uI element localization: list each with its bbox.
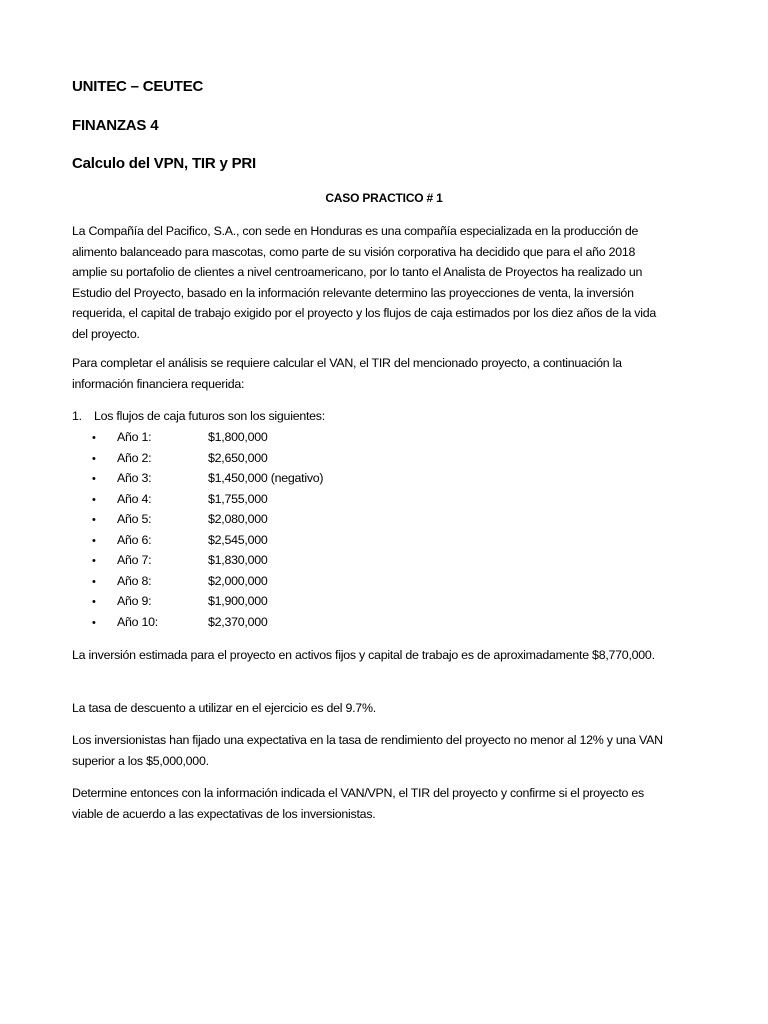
cash-flow-list: [92, 427, 323, 632]
list-number: 1.: [72, 409, 82, 423]
topic-title: Calculo del VPN, TIR y PRI: [72, 155, 257, 172]
year-label: Año 8:: [117, 573, 152, 588]
bullet-icon: •: [92, 473, 96, 485]
list-item: [92, 612, 323, 633]
bullet-icon: •: [92, 514, 96, 526]
year-label: Año 4:: [117, 491, 152, 506]
list-item: [92, 550, 323, 571]
paragraph-company-description: La Compañía del Pacifico, S.A., con sede en Honduras es una compañía especializada en la producción de alimento balanceado para mascotas, como parte de su visión corporativa ha decidido que para el año 2018 amplie su portafolio de clientes a nivel centroamericano, por lo tanto el Analista de Proyectos ha realizado un Estudio del Proyecto, basado en la información relevante determino las proyecciones de venta, la inversión requerida, el capital de trabajo exigido por el proyecto y los flujos de caja estimados por los diez años de la vida del proyecto.: [72, 224, 657, 341]
list-item: [92, 591, 323, 612]
cash-flow-value: $2,370,000: [208, 614, 268, 629]
paragraph-investment: La inversión estimada para el proyecto en activos fijos y capital de trabajo es de aproximadamente $8,770,000.: [72, 648, 655, 662]
cash-flow-value: $2,080,000: [208, 512, 268, 526]
cash-flow-value: $2,650,000: [208, 450, 268, 465]
list-intro-text: Los flujos de caja futuros son los siguientes:: [94, 409, 325, 423]
paragraph-discount-rate: La tasa de descuento a utilizar en el ejercicio es del 9.7%.: [72, 701, 376, 715]
institution-title: UNITEC – CEUTEC: [72, 78, 204, 95]
case-title: CASO PRACTICO # 1: [325, 191, 443, 205]
paragraph-investor-expectations: Los inversionistas han fijado una expectativa en la tasa de rendimiento del proyecto no menor al 12% y una VAN superior a los $5,000,000.: [72, 733, 663, 768]
list-item: [92, 530, 323, 551]
cash-flow-value: $1,800,000: [208, 430, 268, 444]
cash-flow-value: $2,000,000: [208, 573, 268, 588]
list-item: [92, 427, 323, 448]
paragraph-analysis-requirement: Para completar el análisis se requiere calcular el VAN, el TIR del mencionado proyecto, a continuación la información financiera requerida:: [72, 356, 622, 391]
list-item: [92, 448, 323, 469]
bullet-icon: •: [92, 616, 96, 629]
year-label: Año 9:: [117, 594, 152, 608]
cash-flow-list-intro: [72, 406, 325, 426]
year-label: Año 3:: [117, 471, 152, 485]
cash-flow-value: $2,545,000: [208, 532, 268, 547]
bullet-icon: •: [92, 432, 96, 444]
year-label: Año 2:: [117, 450, 152, 465]
list-item: [92, 509, 323, 530]
year-label: Año 10:: [117, 614, 158, 629]
list-item: [92, 571, 323, 592]
bullet-icon: •: [92, 575, 96, 588]
bullet-icon: •: [92, 452, 96, 465]
year-label: Año 7:: [117, 553, 152, 567]
cash-flow-value: $1,755,000: [208, 491, 268, 506]
bullet-icon: •: [92, 493, 96, 506]
cash-flow-value: $1,450,000 (negativo): [208, 471, 324, 485]
list-item: [92, 468, 323, 489]
bullet-icon: •: [92, 596, 96, 608]
year-label: Año 6:: [117, 532, 152, 547]
cash-flow-value: $1,900,000: [208, 594, 268, 608]
year-label: Año 1:: [117, 430, 152, 444]
paragraph-instructions: Determine entonces con la información indicada el VAN/VPN, el TIR del proyecto y confirme si el proyecto es viable de acuerdo a las expectativas de los inversionistas.: [72, 786, 644, 821]
cash-flow-value: $1,830,000: [208, 553, 268, 567]
course-title: FINANZAS 4: [72, 117, 159, 134]
list-item: [92, 489, 323, 510]
year-label: Año 5:: [117, 512, 152, 526]
bullet-icon: •: [92, 555, 96, 567]
bullet-icon: •: [92, 534, 96, 547]
